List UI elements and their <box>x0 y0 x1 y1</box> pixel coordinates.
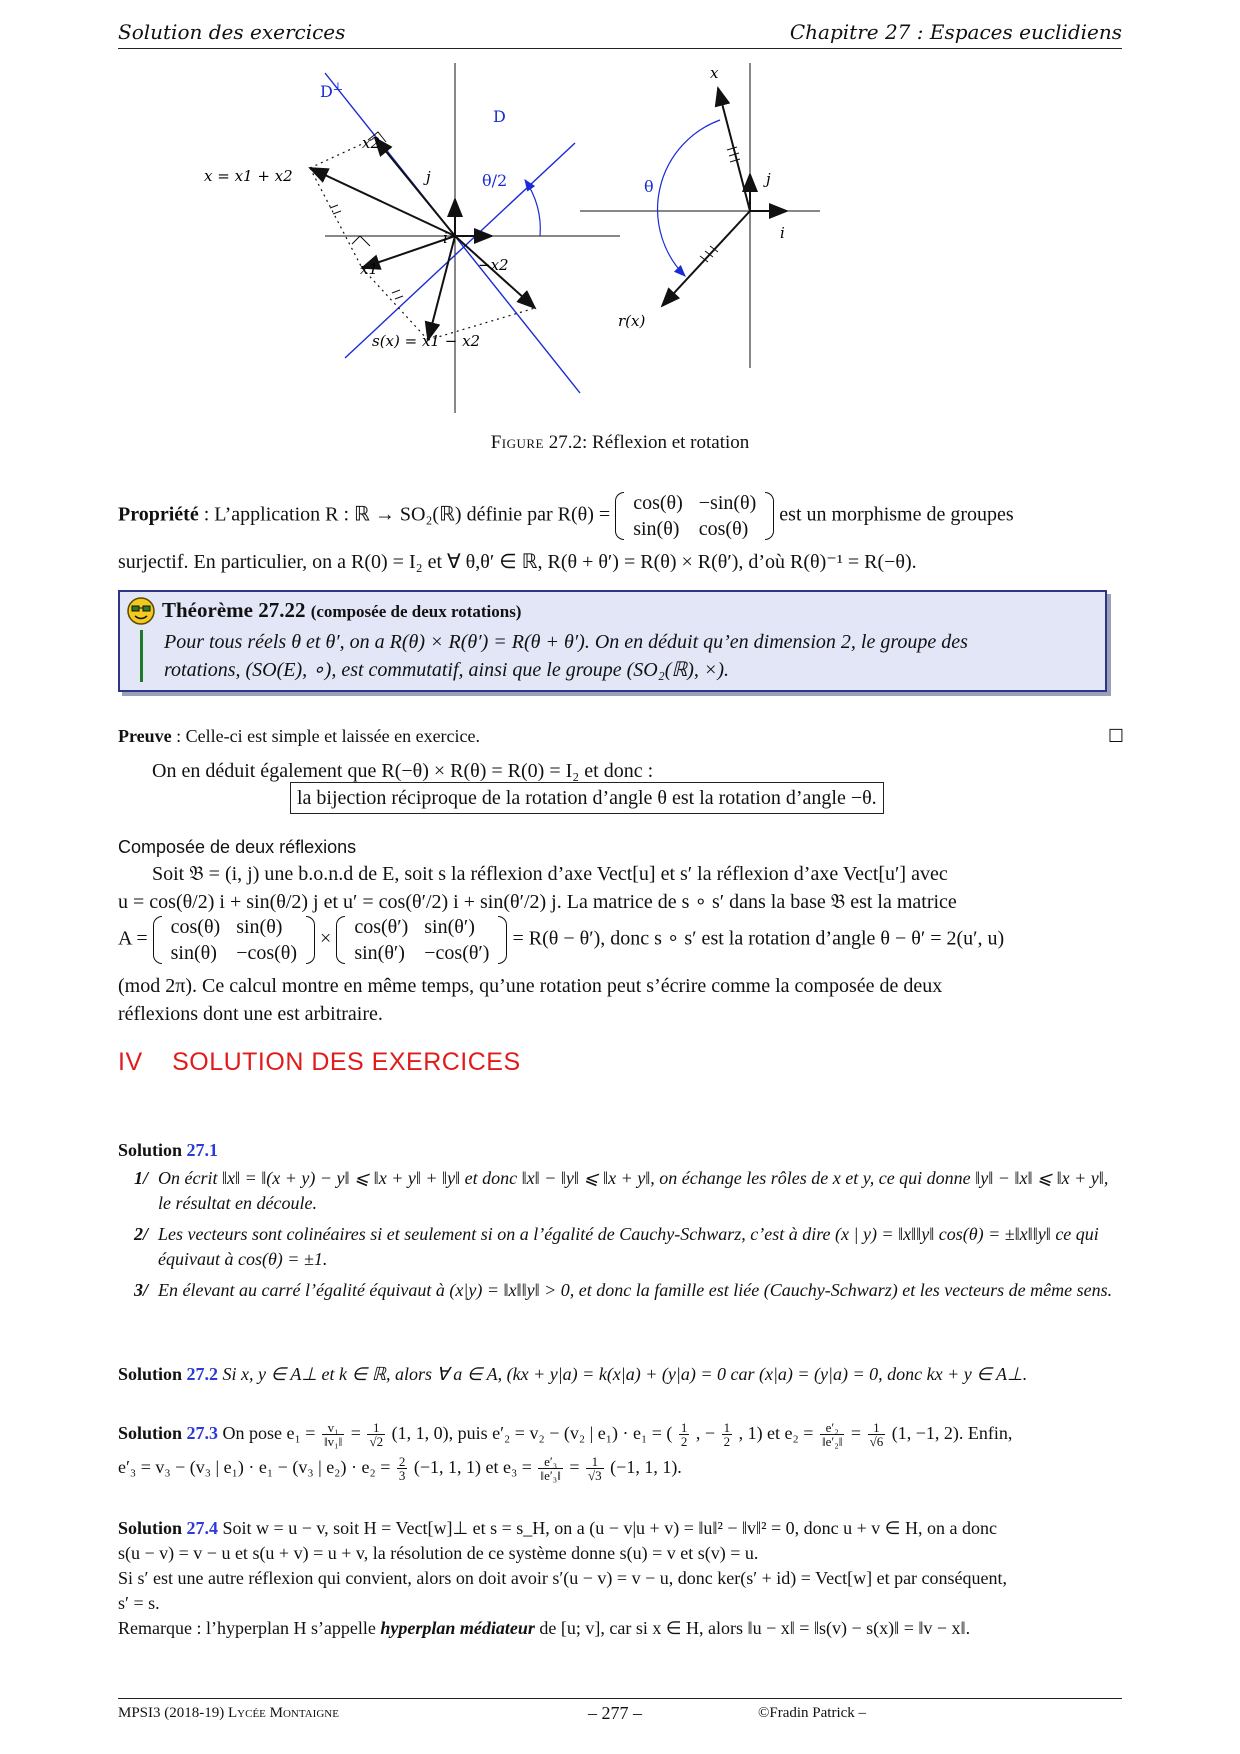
label-theta: θ <box>644 177 654 196</box>
frac-num: 2 <box>398 1454 406 1470</box>
deduction-boxed-wrap <box>290 782 1050 814</box>
theorem-box <box>118 590 1107 692</box>
vec-sx <box>428 236 455 340</box>
section-title: SOLUTION DES EXERCICES <box>172 1048 521 1076</box>
vec-r-x <box>662 211 750 306</box>
matrix-cell: sin(θ) <box>236 916 283 938</box>
vec-x-right <box>718 88 750 211</box>
solution-27-3 <box>118 1416 1124 1484</box>
label-x2: x2 <box>362 134 381 152</box>
label-sx: s(x) = x1 − x2 <box>372 332 481 350</box>
solution-label: Solution <box>118 1518 183 1538</box>
frac-den: √3 <box>588 1468 602 1484</box>
frac-den: 2 <box>723 1434 731 1450</box>
solution-label: Solution <box>118 1423 183 1443</box>
frac-den: √6 <box>869 1434 884 1450</box>
frac-num: e′₂ <box>820 1421 844 1435</box>
equals: = <box>850 1423 862 1443</box>
matrix-b <box>336 914 507 966</box>
frac-num: e′₃ <box>538 1455 562 1469</box>
left-diagram <box>204 63 620 413</box>
caption-text: Réflexion et rotation <box>592 432 750 453</box>
label-i-right: i <box>780 224 785 242</box>
frac-num: 1 <box>868 1421 886 1435</box>
matrix-cell: −sin(θ) <box>698 492 757 514</box>
item-number: 3/ <box>134 1280 149 1300</box>
property-label: Propriété <box>118 503 199 526</box>
tick-marks <box>330 205 403 299</box>
theorem-body <box>164 628 1093 684</box>
smiley-icon <box>126 596 156 626</box>
proof-label: Preuve <box>118 726 172 746</box>
label-minus-x2: −x2 <box>478 256 509 274</box>
right-angle-mark-2 <box>352 236 370 246</box>
property-line1 <box>118 490 1124 542</box>
section-number: IV <box>118 1048 143 1076</box>
figure-reflection-rotation <box>200 58 1040 418</box>
solution-27-4 <box>118 1516 1124 1641</box>
fraction <box>868 1421 886 1448</box>
label-j-left: j <box>426 168 431 186</box>
item-number: 1/ <box>134 1168 149 1188</box>
property-after: est un morphisme de groupes <box>779 503 1014 526</box>
comma: , − <box>695 1423 716 1443</box>
s3-line2a: e′₃ = v₃ − (v₃ | e₁) · e₁ − (v₃ | e₂) · e₂ = <box>118 1457 391 1477</box>
reflections-after: = R(θ − θ′), donc s ∘ s′ est la rotation d’angle θ − θ′ = 2(u′, u) <box>512 927 1005 950</box>
fraction <box>679 1421 690 1448</box>
theorem-number: Théorème 27.22 <box>162 598 306 622</box>
label-i-left: i <box>443 229 448 247</box>
fraction <box>586 1455 604 1482</box>
footer-author: ©Fradin Patrick – <box>758 1705 867 1721</box>
list-item <box>118 1222 1124 1272</box>
reflections-heading: Composée de deux réflexions <box>118 837 357 857</box>
matrix-cell: sin(θ′) <box>354 942 405 964</box>
fraction <box>722 1421 733 1448</box>
right-diagram <box>580 63 820 368</box>
matrix-cell: sin(θ) <box>633 518 680 540</box>
solution-ref-link[interactable]: 27.2 <box>186 1364 219 1384</box>
deduction-line1: On en déduit également que R(−θ) × R(θ) = R(0) = I₂ et donc : <box>152 760 654 782</box>
s3-part1: On pose e₁ = <box>222 1423 316 1443</box>
s4-line5a: Remarque : l’hyperplan H s’appelle <box>118 1618 376 1638</box>
reflections-line4: (mod 2π). Ce calcul montre en même temps, qu’une rotation peut s’écrire comme la composée de deux <box>118 975 943 997</box>
equals: = <box>350 1423 361 1443</box>
matrix-cell: sin(θ′) <box>424 916 475 938</box>
frac-den: 2 <box>680 1434 688 1450</box>
reflections-line2: u = cos(θ/2) i + sin(θ/2) j et u′ = cos(θ′/2) i + sin(θ′/2) j. La matrice de s ∘ s′ dans la base 𝔅 est la matrice <box>118 891 957 913</box>
property-line2: surjectif. En particulier, on a R(0) = I₂ et ∀ θ,θ′ ∈ ℝ, R(θ + θ′) = R(θ) × R(θ′), d’où R(θ)⁻¹ = R(−θ). <box>118 551 917 573</box>
rotation-matrix <box>615 490 774 542</box>
item-text: On écrit ‖x‖ = ‖(x + y) − y‖ ⩽ ‖x + y‖ + ‖y‖ et donc ‖x‖ − ‖y‖ ⩽ ‖x + y‖, on échange les rôles de x et y, ce qui donne ‖y‖ − ‖x‖ ⩽ ‖x + y‖, le résultat en découle. <box>158 1168 1109 1213</box>
reflections-line1: Soit 𝔅 = (i, j) une b.o.n.d de E, soit s la réflexion d’axe Vect[u] et s′ la réflexion d’axe Vect[u′] avec <box>152 863 948 885</box>
vec-x2 <box>375 138 455 236</box>
matrix-cell: cos(θ) <box>170 916 221 938</box>
dotted-sx-x1 <box>362 268 428 340</box>
deduction-boxed: la bijection réciproque de la rotation d’angle θ est la rotation d’angle −θ. <box>290 782 884 814</box>
footer-school: Lycée Montaigne <box>228 1705 339 1721</box>
matrix-cell: cos(θ′) <box>354 916 409 938</box>
page-number: – 277 – <box>588 1703 642 1723</box>
label-j-right: j <box>766 170 771 188</box>
theorem-sidebar <box>140 630 143 682</box>
s3-part4: (1, −1, 2). Enfin, <box>891 1423 1013 1443</box>
solution-text: Si x, y ∈ A⊥ et k ∈ ℝ, alors ∀ a ∈ A, (kx + y|a) = k(x|a) + (y|a) = 0 car (x|a) = (y|a) = 0, donc kx + y ∈ A⊥. <box>222 1364 1028 1384</box>
solution-label: Solution <box>118 1364 183 1384</box>
frac-num: 1 <box>367 1421 385 1435</box>
label-d-perp: D⊥ <box>320 80 344 101</box>
solution-label: Solution <box>118 1140 183 1160</box>
frac-den: ‖e′₃‖ <box>540 1468 561 1484</box>
frac-num: v₁ <box>322 1421 344 1435</box>
property-text: : L’application R : ℝ → SO₂(ℝ) définie par R(θ) = <box>203 503 611 526</box>
figure-caption <box>0 432 1240 454</box>
label-x-right: x <box>710 64 719 82</box>
label-x1: x1 <box>360 260 379 278</box>
s3-line2c: (−1, 1, 1). <box>610 1457 682 1477</box>
s4-line5c: de [u; v], car si x ∈ H, alors ‖u − x‖ = ‖s(v) − s(x)‖ = ‖v − x‖. <box>539 1618 971 1638</box>
matrix-cell: cos(θ) <box>633 492 683 514</box>
line-d <box>345 143 575 358</box>
caption-number: 27.2: <box>548 432 588 453</box>
label-theta-half: θ/2 <box>482 171 508 190</box>
page-footer <box>118 1698 1122 1729</box>
list-item <box>118 1278 1124 1303</box>
proof-text: : Celle-ci est simple et laissée en exercice. <box>176 726 481 746</box>
matrix-cell: sin(θ) <box>170 942 217 964</box>
header-left: Solution des exercices <box>118 20 346 44</box>
dotted-x-x1 <box>310 168 362 268</box>
s3-part2: (1, 1, 0), puis e′₂ = v₂ − (v₂ | e₁) · e₁ = ( <box>391 1423 673 1443</box>
matrix-cell: −cos(θ′) <box>424 942 490 964</box>
theorem-line1: Pour tous réels θ et θ′, on a R(θ) × R(θ′) = R(θ + θ′). On en déduit qu’en dimension 2, le groupe des <box>164 631 968 653</box>
s4-line5 <box>118 1616 1124 1641</box>
frac-num: 1 <box>586 1455 604 1469</box>
frac-num: 1 <box>723 1420 731 1436</box>
fraction <box>820 1421 844 1448</box>
s4-line4: s′ = s. <box>118 1593 160 1613</box>
list-item <box>118 1166 1124 1216</box>
matrix-a <box>153 914 315 966</box>
footer-left <box>118 1705 339 1722</box>
reflections-line5: réflexions dont une est arbitraire. <box>118 1003 383 1025</box>
item-number: 2/ <box>134 1224 149 1244</box>
solution-ref-link[interactable]: 27.1 <box>186 1140 219 1160</box>
fraction <box>397 1455 408 1482</box>
reflections-line3 <box>118 914 1124 966</box>
matrix-cell: cos(θ) <box>698 518 749 540</box>
fraction <box>538 1455 562 1482</box>
theorem-subtitle: (composée de deux rotations) <box>310 602 522 621</box>
theorem-title <box>162 598 521 623</box>
solution-27-1 <box>118 1138 1124 1303</box>
item-text: Les vecteurs sont colinéaires si et seulement si on a l’égalité de Cauchy-Schwarz, c’est à dire (x | y) = ‖x‖‖y‖ cos(θ) = ±‖x‖‖y‖ ce qui équivaut à cos(θ) = ±1. <box>158 1224 1099 1269</box>
s4-line1: Soit w = u − v, soit H = Vect[w]⊥ et s = s_H, on a (u − v|u + v) = ‖u‖² − ‖v‖² = 0, donc u + v ∈ H, on a donc <box>222 1518 997 1538</box>
s3-line2b: (−1, 1, 1) et e₃ = <box>413 1457 532 1477</box>
s4-line3: Si s′ est une autre réflexion qui convient, alors on doit avoir s′(u − v) = v − u, donc ker(s′ + id) = Vect[w] et par conséquent, <box>118 1568 1008 1588</box>
frac-den: ‖v₁‖ <box>323 1434 343 1450</box>
theorem-line2: rotations, (SO(E), ∘), est commutatif, ainsi que le groupe (SO₂(ℝ), ×). <box>164 659 730 681</box>
frac-den: ‖e′₂‖ <box>821 1434 843 1450</box>
fraction <box>367 1421 385 1448</box>
proof <box>118 722 1124 750</box>
solution-ref-link[interactable]: 27.4 <box>186 1518 219 1538</box>
s3-part3: , 1) et e₂ = <box>738 1423 814 1443</box>
label-r-x: r(x) <box>618 312 646 330</box>
solution-ref-link[interactable]: 27.3 <box>186 1423 219 1443</box>
frac-num: 1 <box>680 1420 688 1436</box>
times-sign: × <box>320 927 332 950</box>
fraction <box>322 1421 344 1448</box>
vec-x <box>310 168 455 236</box>
matrix-cell: −cos(θ) <box>236 942 298 964</box>
label-x-sum: x = x1 + x2 <box>204 167 293 185</box>
solution-27-2 <box>118 1362 1124 1387</box>
s4-line2: s(u − v) = v − u et s(u + v) = u + v, la résolution de ce système donne s(u) = v et s(v) = u. <box>118 1543 759 1563</box>
a-label: A = <box>118 927 148 950</box>
footer-class: MPSI3 (2018-19) <box>118 1705 225 1721</box>
item-text: En élevant au carré l’égalité équivaut à (x|y) = ‖x‖‖y‖ > 0, et donc la famille est liée (Cauchy-Schwarz) et les vecteurs de même sens. <box>158 1280 1113 1300</box>
section-heading <box>118 1048 521 1077</box>
frac-den: √2 <box>369 1434 384 1450</box>
label-d: D <box>493 107 506 126</box>
caption-prefix: Figure <box>490 432 545 453</box>
equals: = <box>569 1457 580 1477</box>
s4-keyword: hyperplan médiateur <box>380 1618 535 1638</box>
frac-den: 3 <box>398 1468 406 1484</box>
running-header <box>118 18 1122 49</box>
qed-symbol: ☐ <box>1107 726 1124 746</box>
header-right: Chapitre 27 : Espaces euclidiens <box>789 20 1122 44</box>
